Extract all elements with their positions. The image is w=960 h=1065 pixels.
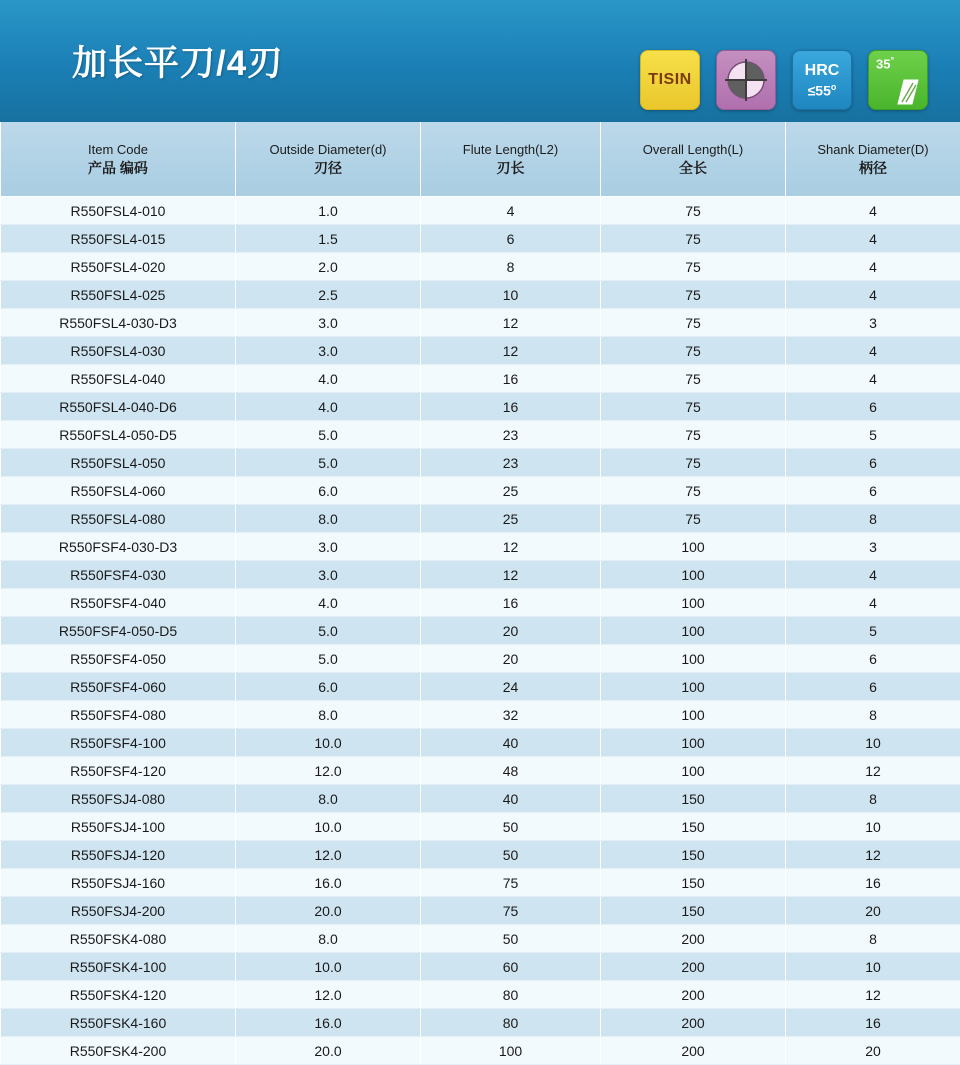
column-header-overall-length: Overall Length(L) 全长 (601, 122, 786, 197)
table-header (1, 122, 960, 197)
table-row (1, 1009, 960, 1037)
cell-shank-diameter: 6 (786, 673, 960, 701)
cell-flute-length: 20 (421, 645, 601, 673)
helix-angle-badge (868, 50, 928, 110)
cell-flute-length: 100 (421, 1037, 601, 1065)
table-row (1, 813, 960, 841)
table-row (1, 953, 960, 981)
cell-item-code: R550FSF4-120 (1, 757, 236, 785)
cell-shank-diameter: 6 (786, 645, 960, 673)
cell-item-code: R550FSF4-030-D3 (1, 533, 236, 561)
cell-shank-diameter: 4 (786, 281, 960, 309)
flute-count-badge (716, 50, 776, 110)
cell-outside-diameter: 8.0 (236, 505, 421, 533)
cell-item-code: R550FSF4-050 (1, 645, 236, 673)
cell-item-code: R550FSF4-100 (1, 729, 236, 757)
cell-overall-length: 200 (601, 953, 786, 981)
cell-flute-length: 50 (421, 813, 601, 841)
cell-item-code: R550FSJ4-120 (1, 841, 236, 869)
cell-overall-length: 150 (601, 869, 786, 897)
cell-overall-length: 150 (601, 897, 786, 925)
cell-item-code: R550FSL4-050 (1, 449, 236, 477)
cell-outside-diameter: 8.0 (236, 925, 421, 953)
table-row (1, 645, 960, 673)
cell-shank-diameter: 12 (786, 757, 960, 785)
cell-outside-diameter: 4.0 (236, 589, 421, 617)
cell-shank-diameter: 3 (786, 533, 960, 561)
cell-item-code: R550FSF4-050-D5 (1, 617, 236, 645)
table-row (1, 281, 960, 309)
cell-outside-diameter: 16.0 (236, 869, 421, 897)
cell-flute-length: 80 (421, 981, 601, 1009)
cell-outside-diameter: 3.0 (236, 533, 421, 561)
hardness-label: HRC (805, 62, 840, 79)
cell-item-code: R550FSJ4-080 (1, 785, 236, 813)
cell-shank-diameter: 8 (786, 701, 960, 729)
cell-flute-length: 12 (421, 533, 601, 561)
cell-item-code: R550FSJ4-160 (1, 869, 236, 897)
cell-outside-diameter: 10.0 (236, 953, 421, 981)
cell-outside-diameter: 6.0 (236, 477, 421, 505)
cell-overall-length: 75 (601, 393, 786, 421)
cell-shank-diameter: 6 (786, 477, 960, 505)
table-row (1, 841, 960, 869)
cell-shank-diameter: 10 (786, 953, 960, 981)
table-row (1, 337, 960, 365)
cell-shank-diameter: 12 (786, 841, 960, 869)
cell-item-code: R550FSK4-080 (1, 925, 236, 953)
cell-shank-diameter: 3 (786, 309, 960, 337)
cell-outside-diameter: 12.0 (236, 841, 421, 869)
cell-shank-diameter: 6 (786, 393, 960, 421)
cell-shank-diameter: 8 (786, 925, 960, 953)
cell-item-code: R550FSK4-120 (1, 981, 236, 1009)
cell-outside-diameter: 5.0 (236, 421, 421, 449)
cell-shank-diameter: 20 (786, 1037, 960, 1065)
cell-item-code: R550FSJ4-200 (1, 897, 236, 925)
table-row (1, 701, 960, 729)
cell-flute-length: 32 (421, 701, 601, 729)
cell-flute-length: 40 (421, 785, 601, 813)
table-body (1, 197, 960, 1065)
cell-item-code: R550FSK4-100 (1, 953, 236, 981)
cell-outside-diameter: 2.5 (236, 281, 421, 309)
helix-angle-label: 35° (876, 55, 894, 71)
cell-overall-length: 75 (601, 197, 786, 225)
cell-outside-diameter: 3.0 (236, 309, 421, 337)
cell-overall-length: 100 (601, 645, 786, 673)
cell-shank-diameter: 12 (786, 981, 960, 1009)
cell-outside-diameter: 5.0 (236, 449, 421, 477)
column-header-flute-length: Flute Length(L2) 刃长 (421, 122, 601, 197)
cell-shank-diameter: 4 (786, 337, 960, 365)
cell-outside-diameter: 8.0 (236, 701, 421, 729)
cell-item-code: R550FSL4-020 (1, 253, 236, 281)
cell-overall-length: 150 (601, 813, 786, 841)
cell-overall-length: 75 (601, 225, 786, 253)
table-row (1, 393, 960, 421)
table-row (1, 589, 960, 617)
cell-outside-diameter: 8.0 (236, 785, 421, 813)
cell-overall-length: 75 (601, 365, 786, 393)
page-header (0, 0, 960, 122)
cell-item-code: R550FSL4-080 (1, 505, 236, 533)
table-row (1, 617, 960, 645)
cell-flute-length: 6 (421, 225, 601, 253)
cell-shank-diameter: 10 (786, 813, 960, 841)
cell-flute-length: 60 (421, 953, 601, 981)
cell-outside-diameter: 6.0 (236, 673, 421, 701)
cell-item-code: R550FSL4-060 (1, 477, 236, 505)
cell-outside-diameter: 1.5 (236, 225, 421, 253)
cell-shank-diameter: 4 (786, 561, 960, 589)
cell-shank-diameter: 4 (786, 225, 960, 253)
hardness-badge (792, 50, 852, 110)
table-row (1, 309, 960, 337)
cell-item-code: R550FSJ4-100 (1, 813, 236, 841)
cell-outside-diameter: 4.0 (236, 393, 421, 421)
cell-overall-length: 200 (601, 981, 786, 1009)
cell-outside-diameter: 2.0 (236, 253, 421, 281)
cell-flute-length: 10 (421, 281, 601, 309)
cell-outside-diameter: 5.0 (236, 645, 421, 673)
cell-item-code: R550FSL4-010 (1, 197, 236, 225)
table-row (1, 925, 960, 953)
table-row (1, 757, 960, 785)
cell-overall-length: 75 (601, 477, 786, 505)
cell-item-code: R550FSF4-080 (1, 701, 236, 729)
table-row (1, 505, 960, 533)
cell-overall-length: 200 (601, 1037, 786, 1065)
cell-flute-length: 16 (421, 365, 601, 393)
cell-flute-length: 80 (421, 1009, 601, 1037)
cell-overall-length: 75 (601, 421, 786, 449)
cell-flute-length: 12 (421, 309, 601, 337)
cell-overall-length: 75 (601, 253, 786, 281)
helix-diagram-icon (892, 76, 924, 106)
table-row (1, 673, 960, 701)
cell-flute-length: 24 (421, 673, 601, 701)
cell-outside-diameter: 12.0 (236, 757, 421, 785)
cell-flute-length: 12 (421, 337, 601, 365)
table-row (1, 897, 960, 925)
cell-item-code: R550FSL4-040-D6 (1, 393, 236, 421)
cell-flute-length: 20 (421, 617, 601, 645)
cell-flute-length: 50 (421, 925, 601, 953)
cell-flute-length: 75 (421, 869, 601, 897)
cell-outside-diameter: 16.0 (236, 1009, 421, 1037)
cell-overall-length: 100 (601, 561, 786, 589)
table-row (1, 449, 960, 477)
cell-outside-diameter: 12.0 (236, 981, 421, 1009)
cell-item-code: R550FSK4-160 (1, 1009, 236, 1037)
cell-item-code: R550FSL4-030-D3 (1, 309, 236, 337)
cell-outside-diameter: 20.0 (236, 897, 421, 925)
cell-overall-length: 75 (601, 281, 786, 309)
cell-outside-diameter: 5.0 (236, 617, 421, 645)
cell-flute-length: 25 (421, 477, 601, 505)
table-row (1, 729, 960, 757)
cell-shank-diameter: 4 (786, 589, 960, 617)
cell-item-code: R550FSK4-200 (1, 1037, 236, 1065)
cell-overall-length: 75 (601, 309, 786, 337)
cell-shank-diameter: 10 (786, 729, 960, 757)
cell-flute-length: 25 (421, 505, 601, 533)
cell-overall-length: 75 (601, 449, 786, 477)
cell-item-code: R550FSL4-040 (1, 365, 236, 393)
cell-outside-diameter: 1.0 (236, 197, 421, 225)
table-row (1, 533, 960, 561)
cell-overall-length: 150 (601, 785, 786, 813)
cell-item-code: R550FSL4-015 (1, 225, 236, 253)
table-row (1, 869, 960, 897)
column-header-outside-diameter: Outside Diameter(d) 刃径 (236, 122, 421, 197)
table-row (1, 561, 960, 589)
table-header-row (1, 122, 960, 197)
cell-shank-diameter: 4 (786, 253, 960, 281)
cell-overall-length: 75 (601, 337, 786, 365)
cell-flute-length: 23 (421, 449, 601, 477)
cell-shank-diameter: 16 (786, 869, 960, 897)
coating-badge (640, 50, 700, 110)
cell-overall-length: 75 (601, 505, 786, 533)
cell-overall-length: 100 (601, 673, 786, 701)
page-title: 加长平刀/4刃 (72, 36, 283, 86)
table-row (1, 365, 960, 393)
cell-item-code: R550FSF4-060 (1, 673, 236, 701)
cell-overall-length: 150 (601, 841, 786, 869)
table-row (1, 253, 960, 281)
cell-flute-length: 48 (421, 757, 601, 785)
cell-overall-length: 100 (601, 533, 786, 561)
cell-overall-length: 200 (601, 1009, 786, 1037)
cell-overall-length: 100 (601, 757, 786, 785)
spec-badges (640, 50, 928, 110)
cell-overall-length: 100 (601, 589, 786, 617)
table-row (1, 477, 960, 505)
table-row (1, 225, 960, 253)
cell-shank-diameter: 5 (786, 421, 960, 449)
cell-shank-diameter: 8 (786, 505, 960, 533)
cell-shank-diameter: 16 (786, 1009, 960, 1037)
cell-shank-diameter: 6 (786, 449, 960, 477)
cell-flute-length: 40 (421, 729, 601, 757)
cell-overall-length: 100 (601, 617, 786, 645)
column-header-item-code: Item Code 产品 编码 (1, 122, 236, 197)
cell-overall-length: 100 (601, 729, 786, 757)
hardness-value: $\le 55^o$ (808, 79, 837, 99)
cell-item-code: R550FSL4-025 (1, 281, 236, 309)
cell-outside-diameter: 3.0 (236, 561, 421, 589)
cell-flute-length: 23 (421, 421, 601, 449)
cell-flute-length: 4 (421, 197, 601, 225)
cell-shank-diameter: 8 (786, 785, 960, 813)
cell-item-code: R550FSF4-040 (1, 589, 236, 617)
table-row (1, 197, 960, 225)
cell-flute-length: 16 (421, 589, 601, 617)
cell-flute-length: 12 (421, 561, 601, 589)
cell-shank-diameter: 5 (786, 617, 960, 645)
cell-outside-diameter: 10.0 (236, 813, 421, 841)
table-row (1, 421, 960, 449)
cell-flute-length: 8 (421, 253, 601, 281)
cell-shank-diameter: 4 (786, 365, 960, 393)
cell-overall-length: 100 (601, 701, 786, 729)
table-row (1, 981, 960, 1009)
table-row (1, 785, 960, 813)
cell-outside-diameter: 20.0 (236, 1037, 421, 1065)
cell-item-code: R550FSL4-030 (1, 337, 236, 365)
cell-flute-length: 16 (421, 393, 601, 421)
table-row (1, 1037, 960, 1065)
cell-flute-length: 75 (421, 897, 601, 925)
cell-outside-diameter: 3.0 (236, 337, 421, 365)
cell-item-code: R550FSL4-050-D5 (1, 421, 236, 449)
cell-outside-diameter: 10.0 (236, 729, 421, 757)
cell-flute-length: 50 (421, 841, 601, 869)
coating-label: TISIN (648, 71, 691, 89)
cell-outside-diameter: 4.0 (236, 365, 421, 393)
four-flute-icon (724, 58, 768, 102)
cell-shank-diameter: 4 (786, 197, 960, 225)
product-spec-table (0, 122, 960, 1065)
cell-shank-diameter: 20 (786, 897, 960, 925)
cell-overall-length: 200 (601, 925, 786, 953)
column-header-shank-diameter: Shank Diameter(D) 柄径 (786, 122, 960, 197)
cell-item-code: R550FSF4-030 (1, 561, 236, 589)
